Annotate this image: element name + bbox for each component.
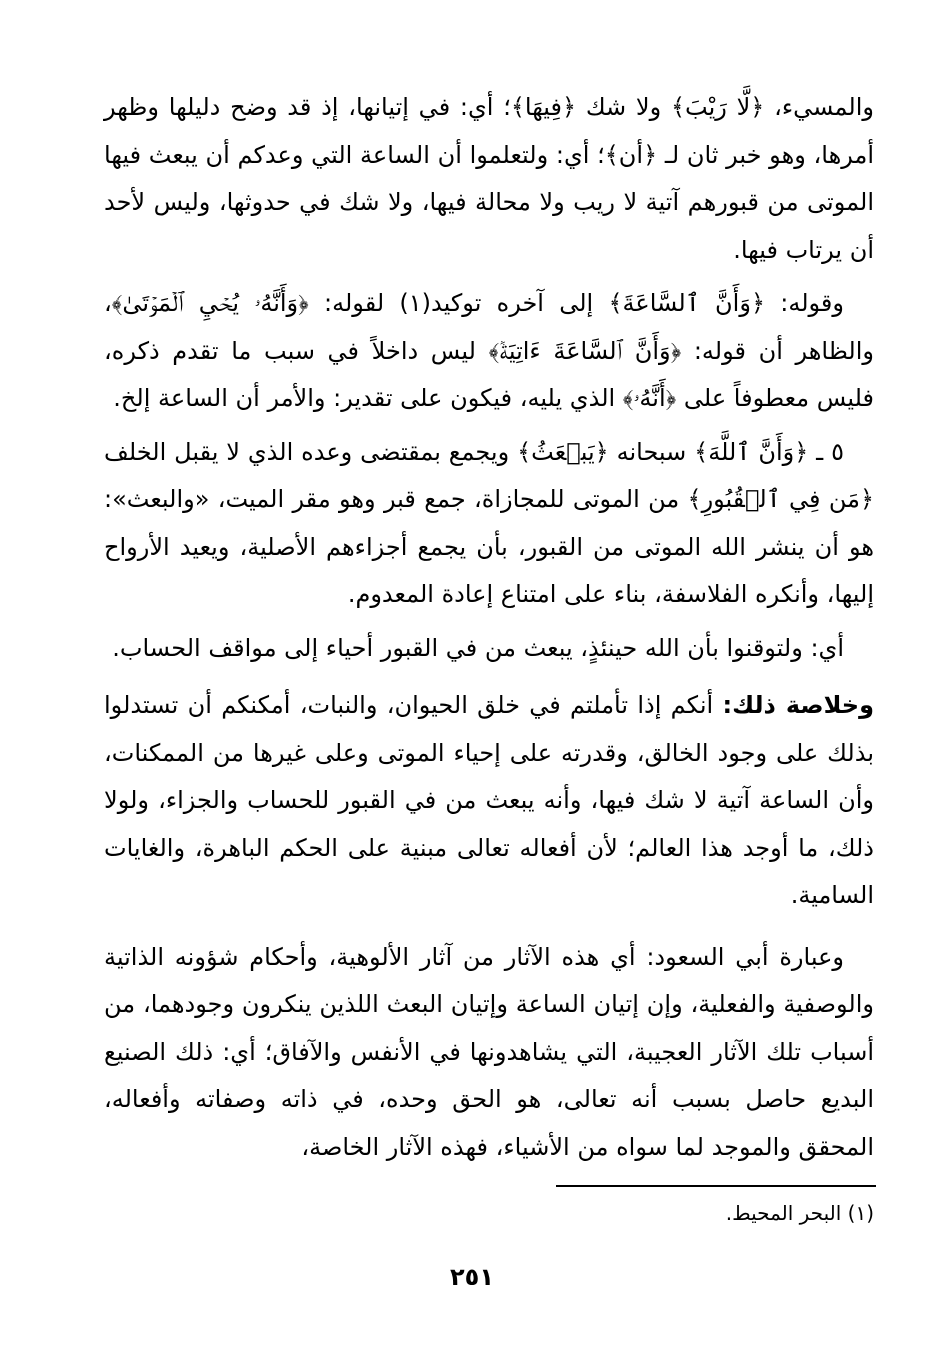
page-number: ٢٥١	[450, 1263, 494, 1291]
paragraph-6: وعبارة أبي السعود: أي هذه الآثار من آثار الألوهية، وأحكام شؤونه الذاتية والوصفية والفعلية، وإن إتيان الساعة وإتيان البعث اللذين ينكرون وجودهما، من أسباب تلك الآثار العجيبة، التي يشاهدونها في الأنفس والآفاق؛ أي: ذلك الصنيع البديع حاصل بسبب أنه تعالى، هو الحق وحده، في ذاته وصفاته وأفعاله، المحقق والموجد لما سواه من الأشياء، فهذه الآثار الخاصة،	[104, 942, 874, 1161]
paragraph-3: ٥ ـ ﴿وَأَنَّ ٱللَّهَ﴾ سبحانه ﴿يَبۡعَثُ﴾ ويجمع بمقتضى وعده الذي لا يقبل الخلف ﴿مَن فِي ٱلۡقُبُورِ﴾ من الموتى للمجازاة، جمع قبر وهو مقر الميت، «والبعث»: هو أن ينشر الله الموتى من القبور، بأن يجمع أجزاءهم الأصلية، ويعيد الأرواح إليها، وأنكره الفلاسفة، بناء على امتناع إعادة المعدوم.	[104, 437, 874, 608]
footnote: (١) البحر المحيط.	[725, 1201, 874, 1225]
main-text	[104, 84, 874, 1171]
paragraph-4: أي: ولتوقنوا بأن الله حينئذٍ، يبعث من في القبور أحياء إلى مواقف الحساب.	[112, 633, 844, 662]
summary-lead: وخلاصة ذلك:	[722, 691, 875, 719]
paragraph-5	[104, 682, 874, 920]
paragraph-2: وقوله: ﴿وَأَنَّ ٱلسَّاعَةَ﴾ إلى آخره توكيد(١) لقوله: ﴿وَأَنَّهُۥ يُحۡيِ ٱلۡمَوۡتَىٰ﴾، والظاهر أن قوله: ﴿وَأَنَّ ٱلسَّاعَةَ ءَاتِيَةٞ﴾ ليس داخلاً في سبب ما تقدم ذكره، فليس معطوفاً على ﴿أَنَّهُۥ﴾ الذي يليه، فيكون على تقدير: والأمر أن الساعة إلخ.	[104, 289, 874, 412]
summary-text: أنكم إذا تأملتم في خلق الحيوان، والنبات، أمكنكم أن تستدلوا بذلك على وجود الخالق، وقدرته على إحياء الموتى وعلى غيرها من الممكنات، وأن الساعة آتية لا شك فيها، وأنه يبعث من في القبور للحساب والجزاء، ولولا ذلك، ما أوجد هذا العالم؛ لأن أفعاله تعالى مبنية على الحكم الباهرة، والغايات السامية.	[104, 691, 874, 909]
footnote-divider	[556, 1185, 876, 1187]
paragraph-1: والمسيء، ﴿لَّا رَيْبَ﴾ ولا شك ﴿فِيهَا﴾؛ أي: في إتيانها، إذ قد وضح دليلها وظهر أمرها، وهو خبر ثان لـ ﴿أن﴾؛ أي: ولتعلموا أن الساعة التي وعدكم أن يبعث فيها الموتى من قبورهم آتية لا ريب ولا محالة فيها، ولا شك في حدوثها، وليس لأحد أن يرتاب فيها.	[104, 93, 874, 264]
